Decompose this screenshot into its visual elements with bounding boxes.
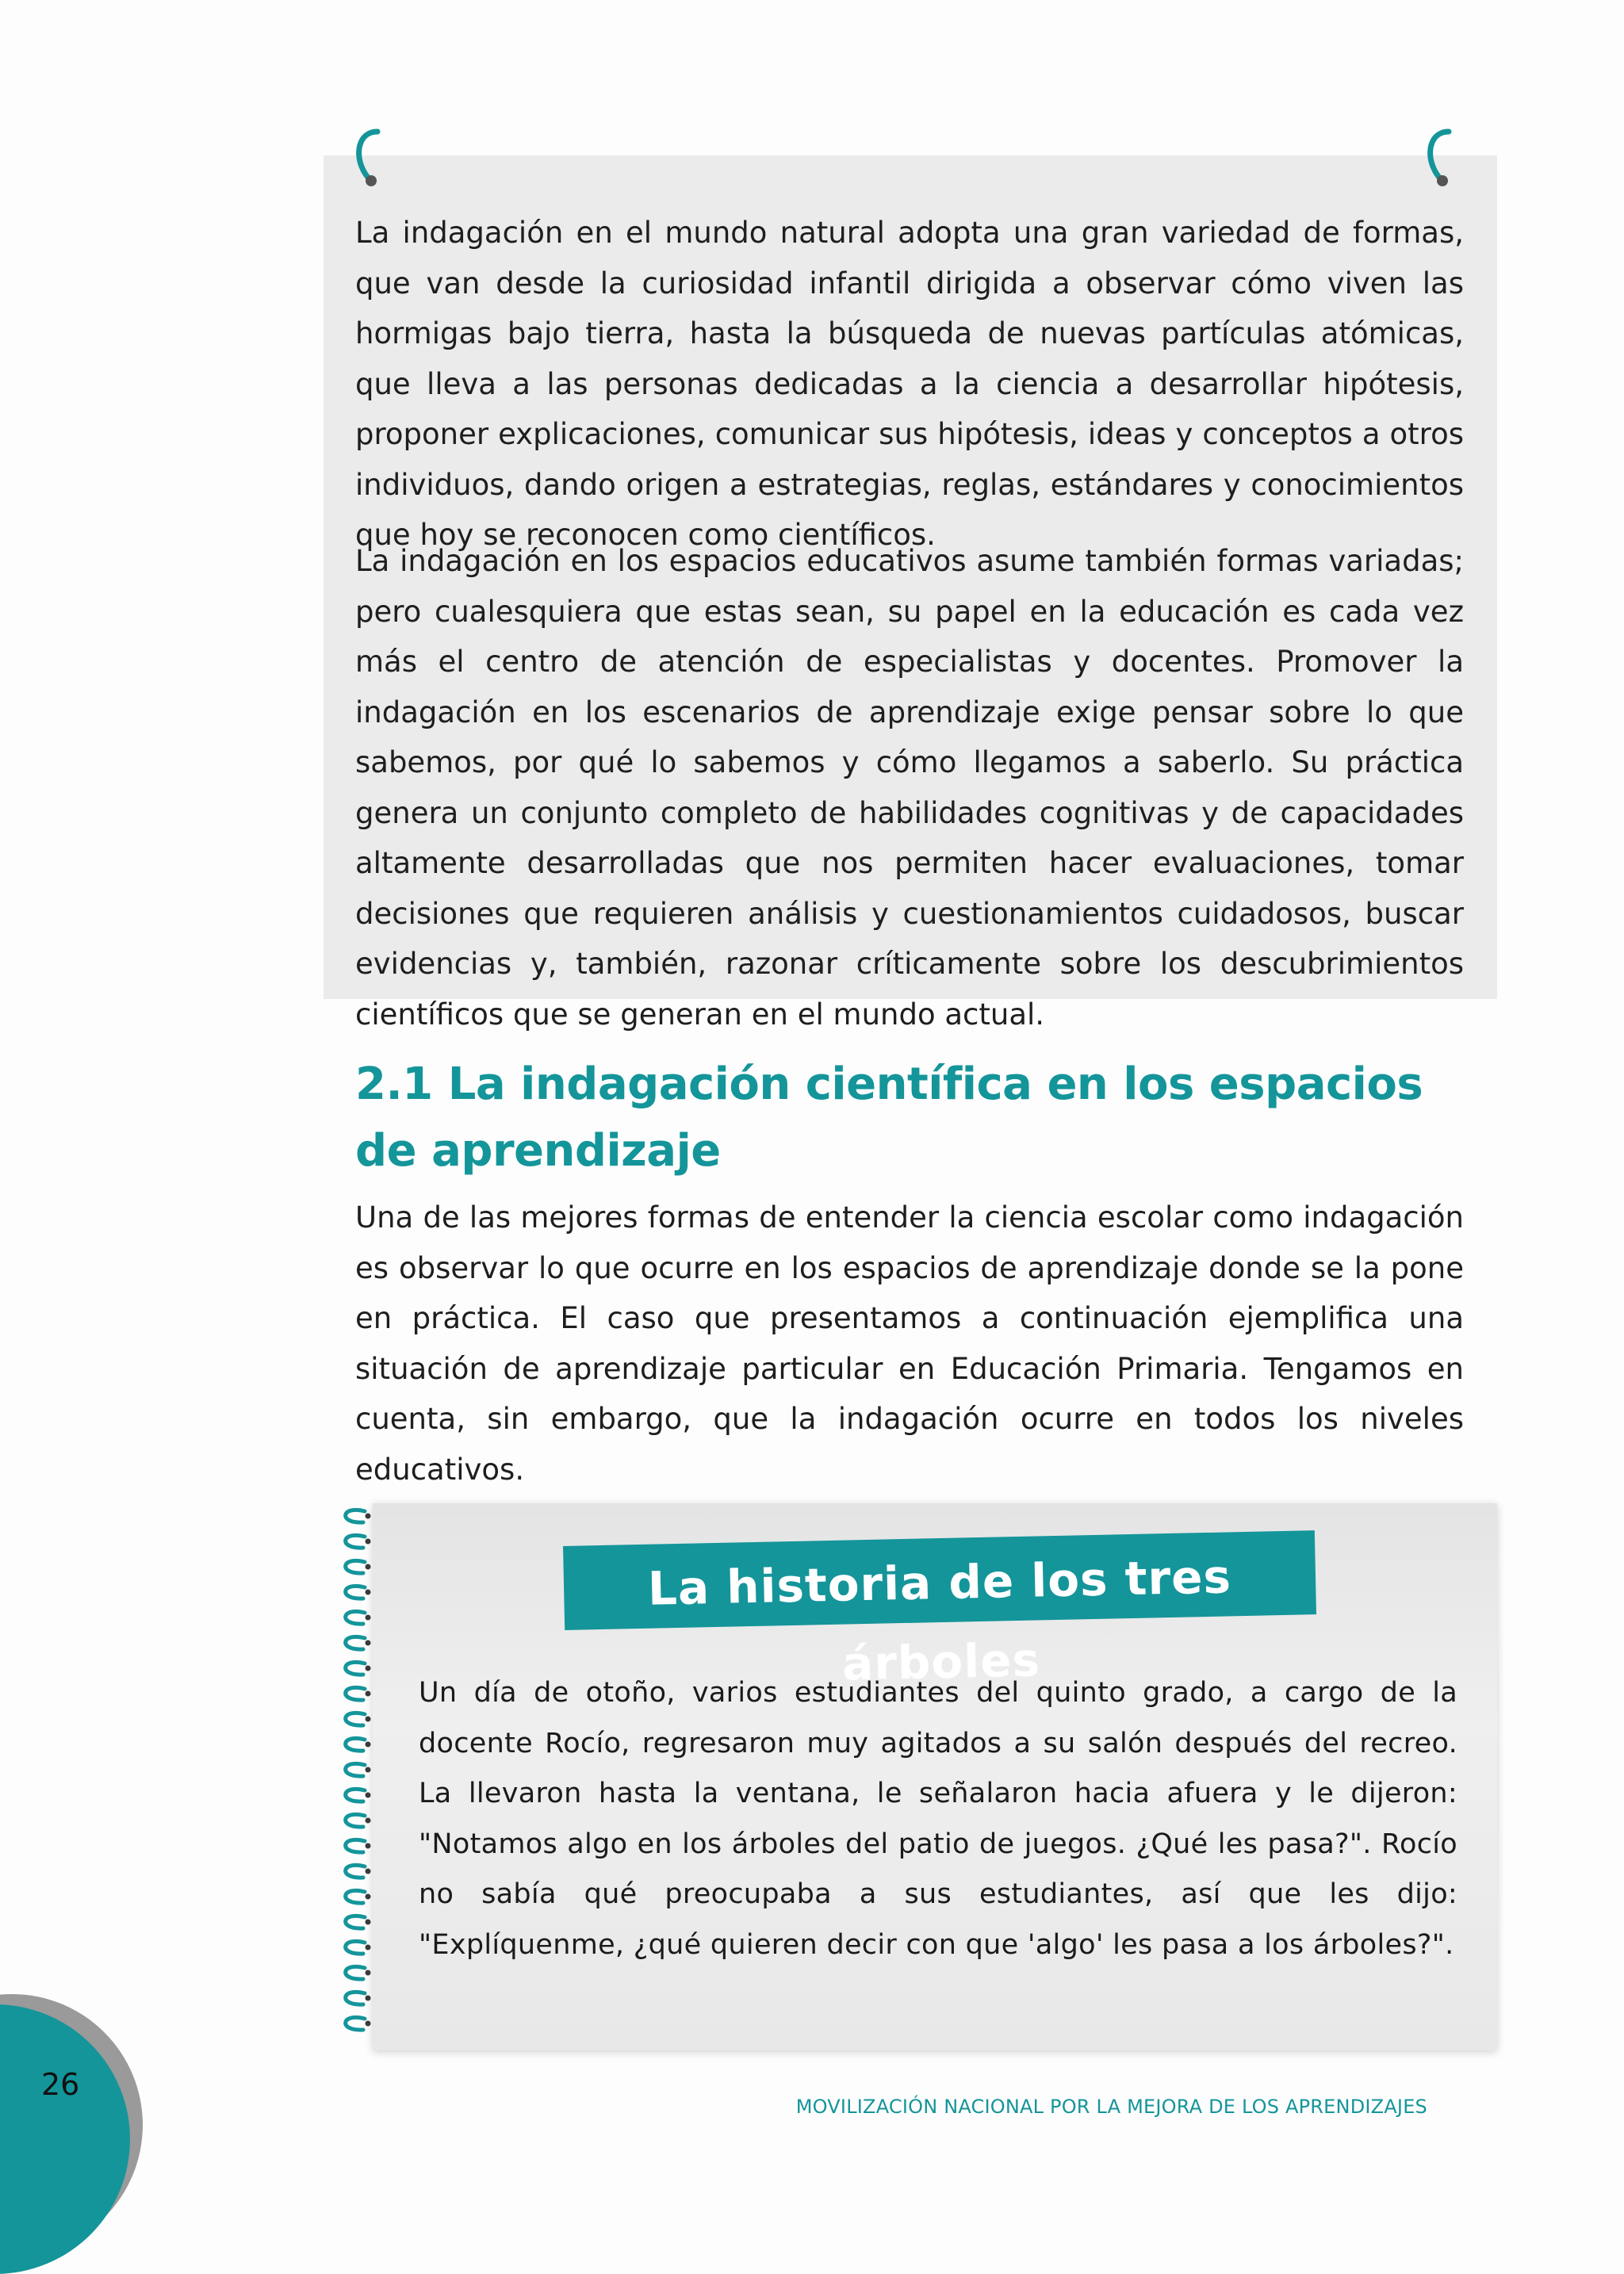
spiral-binding-icon — [333, 1505, 381, 2052]
page-number: 26 — [41, 2067, 80, 2102]
publication-footer: MOVILIZACIÓN NACIONAL POR LA MEJORA DE LOS APRENDIZAJES — [795, 2096, 1427, 2118]
story-title: La historia de los tres árboles — [647, 1549, 1232, 1691]
binder-ring-icon — [354, 127, 390, 190]
intro-paragraph: La indagación en los espacios educativos asume también formas variadas; pero cualesquiera que estas sean, su papel en la educación es cada vez más el centro de atención de especialistas y docentes. Promover la indagación en los escenarios de aprendizaje exige pensar sobre lo que sabemos, por qué lo sabemos y cómo llegamos a saberlo. Su práctica genera un conjunto completo de habilidades cognitivas y de capacidades altamente desarrolladas que nos permiten hacer evaluaciones, tomar decisiones que requieren análisis y cuestionamientos cuidadosos, buscar evidencias y, también, razonar críticamente sobre los descubrimientos científicos que se generan en el mundo actual. — [355, 544, 1464, 1032]
binder-ring-icon — [1425, 127, 1461, 190]
story-text: Un día de otoño, varios estudiantes del quinto grado, a cargo de la docente Rocío, regresaron muy agitados a su salón después del recreo. La llevaron hasta la ventana, le señalaron hacia afuera y le dijeron: "Notamos algo en los árboles del patio de juegos. ¿Qué les pasa?". Rocío no sabía qué preocupaba a sus estudiantes, así que les dijo: "Explíquenme, ¿qué quieren decir con que 'algo' les pasa a los árboles?". — [419, 1677, 1457, 1961]
section-title: 2.1 La indagación científica en los espacios de aprendizaje — [355, 1059, 1423, 1177]
section-body: Una de las mejores formas de entender la ciencia escolar como indagación es observar lo que ocurre en los espacios de aprendizaje donde se la pone en práctica. El caso que presentamos a continuación ejemplifica una situación de aprendizaje particular en Educación Primaria. Tengamos en cuenta, sin embargo, que la indagación ocurre en todos los niveles educativos. — [355, 1200, 1464, 1487]
intro-paragraph: La indagación en el mundo natural adopta una gran variedad de formas, que van desde la curiosidad infantil dirigida a observar cómo viven las hormigas bajo tierra, hasta la búsqueda de nuevas partículas atómicas, que lleva a las personas dedicadas a la ciencia a desarrollar hipótesis, proponer explicaciones, comunicar sus hipótesis, ideas y conceptos a otros individuos, dando origen a estrategias, reglas, estándares y conocimientos que hoy se reconocen como científicos. — [355, 216, 1464, 552]
